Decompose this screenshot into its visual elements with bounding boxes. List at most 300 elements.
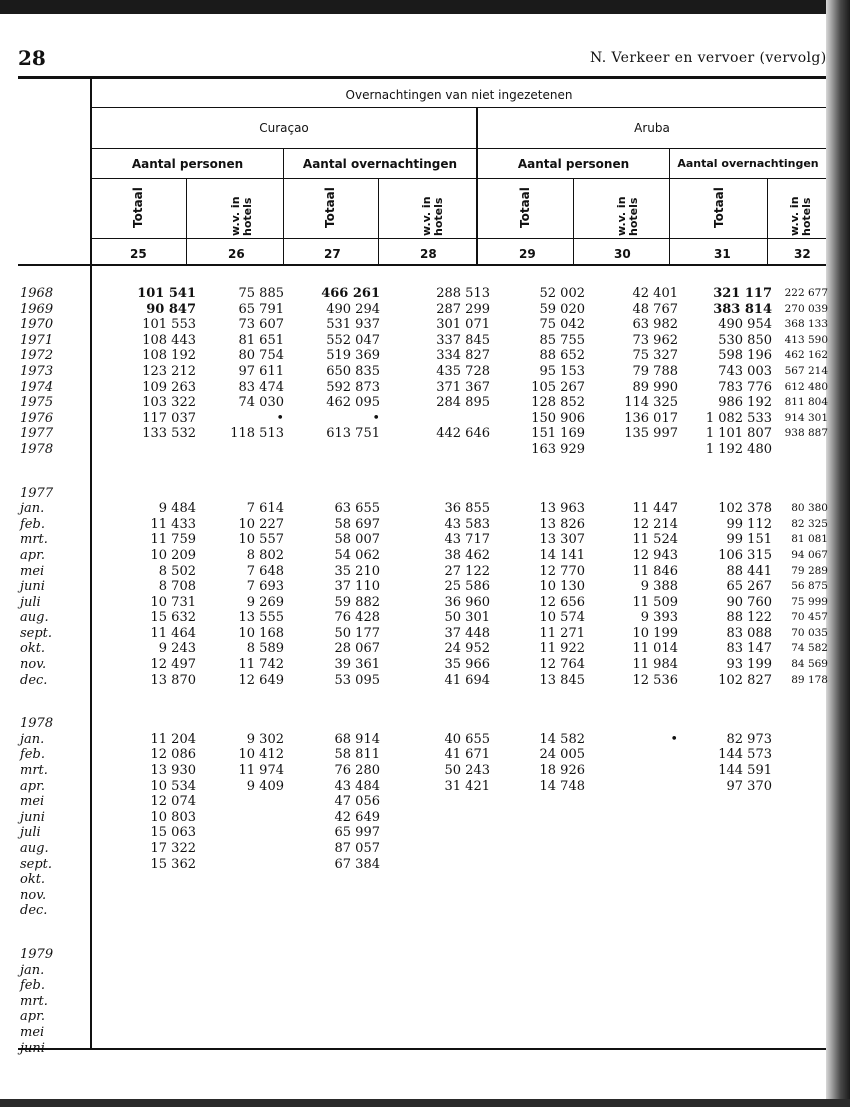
table-row — [18, 657, 828, 673]
cell-col-30: 9 388 — [640, 579, 678, 595]
cell-col-32: 222 677 — [784, 287, 828, 299]
cell-col-26: 8 589 — [246, 641, 284, 657]
row-label: 1970 — [20, 317, 54, 333]
cell-col-29: 11 922 — [539, 641, 585, 657]
cell-col-26: 9 269 — [246, 594, 284, 610]
col-divider-31-32 — [767, 179, 768, 266]
table-row — [18, 825, 828, 841]
cell-col-29: 95 153 — [539, 363, 585, 379]
table-row — [18, 716, 828, 732]
cell-col-28: 31 421 — [444, 778, 490, 794]
cell-col-29: 14 748 — [539, 778, 585, 794]
table-spacer — [18, 919, 828, 947]
cell-col-26: 11 974 — [238, 763, 284, 779]
col-number-29: 29 — [519, 247, 536, 261]
row-label: mei — [20, 1024, 45, 1040]
cell-col-31: 88 441 — [726, 563, 772, 579]
cell-col-28: 50 301 — [444, 610, 490, 626]
row-label: mrt. — [20, 993, 48, 1009]
cell-col-29: 13 826 — [539, 516, 585, 532]
row-label: juni — [20, 1040, 45, 1056]
cell-col-29: 24 005 — [539, 747, 585, 763]
cell-col-30: 11 984 — [632, 657, 678, 673]
cell-col-32: 94 067 — [791, 548, 828, 561]
cell-col-27: 466 261 — [321, 286, 380, 301]
cell-col-29: 59 020 — [539, 301, 585, 317]
cell-col-30: 11 524 — [632, 532, 678, 548]
cell-col-28: 301 071 — [436, 317, 490, 333]
row-label: 1978 — [20, 716, 54, 732]
cell-col-27: 650 835 — [326, 363, 380, 379]
table-row — [18, 364, 828, 380]
cell-col-29: 12 656 — [539, 594, 585, 610]
cell-col-28: 41 671 — [444, 747, 490, 763]
cell-col-27: 58 697 — [334, 516, 380, 532]
table-spacer — [18, 458, 828, 486]
cell-col-27: 47 056 — [334, 794, 380, 810]
row-label: dec. — [20, 903, 48, 919]
top-rule — [18, 76, 826, 79]
row-label: feb. — [20, 516, 45, 532]
cell-col-31: 83 088 — [726, 625, 772, 641]
table-row — [18, 641, 828, 657]
cell-col-26: 74 030 — [238, 395, 284, 411]
row-label: 1968 — [20, 286, 54, 301]
col-29-totaal-label: Totaal — [518, 187, 532, 228]
table-row — [18, 1009, 828, 1025]
cell-col-28: 287 299 — [436, 301, 490, 317]
section-title: N. Verkeer en vervoer (vervolg) — [590, 50, 827, 66]
cell-col-30: 63 982 — [632, 317, 678, 333]
cell-col-32: 938 887 — [784, 427, 828, 440]
table-row — [18, 595, 828, 611]
cell-col-25: 11 759 — [150, 532, 196, 548]
cell-col-25: 12 086 — [150, 747, 196, 763]
cell-col-30: 135 997 — [624, 426, 678, 442]
cell-col-32: 81 081 — [791, 533, 828, 546]
cell-col-29: 88 652 — [539, 348, 585, 364]
cell-col-25: 11 433 — [150, 516, 196, 532]
cell-col-29: 163 929 — [531, 441, 585, 457]
cell-col-32: 56 875 — [791, 580, 828, 593]
cell-col-31: 97 370 — [726, 778, 772, 794]
cell-col-25: 8 502 — [158, 563, 196, 579]
col-30-hotels-label: w.v. in hotels — [615, 196, 640, 236]
cell-col-26: 83 474 — [238, 379, 284, 395]
cell-col-30: 75 327 — [632, 348, 678, 364]
cell-col-27: 43 484 — [334, 778, 380, 794]
cell-col-30: • — [670, 731, 678, 747]
cell-col-28: 25 586 — [444, 579, 490, 595]
cell-col-27: 58 811 — [334, 747, 380, 763]
cell-col-29: 11 271 — [539, 625, 585, 641]
row-label: juli — [20, 825, 41, 841]
cell-col-30: 89 990 — [632, 379, 678, 395]
cell-col-26: 9 302 — [246, 731, 284, 747]
table-row — [18, 517, 828, 533]
col-28-hotels-label: w.v. in hotels — [420, 196, 445, 236]
cell-col-29: 13 845 — [539, 672, 585, 688]
row-label: 1979 — [20, 946, 54, 962]
row-label: okt. — [20, 641, 46, 657]
row-label: 1974 — [20, 379, 54, 395]
cell-col-31: 144 573 — [718, 747, 772, 763]
cell-col-25: 12 074 — [150, 794, 196, 810]
cell-col-27: 35 210 — [334, 563, 380, 579]
table-row — [18, 426, 828, 442]
header-rule-2 — [92, 148, 826, 149]
cell-col-27: 462 095 — [326, 395, 380, 411]
cell-col-26: 75 885 — [238, 286, 284, 301]
cell-col-32: 567 214 — [784, 364, 828, 377]
table-row — [18, 763, 828, 779]
row-label: 1978 — [20, 441, 54, 457]
cell-col-25: 10 534 — [150, 778, 196, 794]
cell-col-25: 10 803 — [150, 809, 196, 825]
cell-col-26: 10 227 — [238, 516, 284, 532]
cell-col-28: 41 694 — [444, 672, 490, 688]
cell-col-27: 87 057 — [334, 841, 380, 856]
scan-right-edge — [826, 0, 850, 1107]
cell-col-29: 13 963 — [539, 501, 585, 517]
row-label: okt. — [20, 872, 46, 888]
cell-col-27: 519 369 — [326, 348, 380, 364]
cell-col-25: 133 532 — [142, 426, 196, 442]
cell-col-31: 1 192 480 — [705, 441, 772, 457]
col-31-totaal-label: Totaal — [712, 187, 726, 228]
table-row — [18, 857, 828, 873]
cell-col-30: 9 393 — [640, 610, 678, 626]
cell-col-26: 97 611 — [238, 363, 284, 379]
cell-col-27: 59 882 — [334, 594, 380, 610]
row-label: mrt. — [20, 763, 48, 779]
cell-col-30: 11 014 — [632, 641, 678, 657]
cell-col-29: 14 141 — [539, 547, 585, 563]
cell-col-29: 10 130 — [539, 579, 585, 595]
cell-col-31: 102 378 — [718, 501, 772, 517]
cell-col-29: 12 770 — [539, 563, 585, 579]
cell-col-30: 48 767 — [632, 301, 678, 317]
table-row — [18, 626, 828, 642]
row-label: juni — [20, 579, 45, 595]
header-curacao: Curaçao — [259, 121, 309, 135]
table-row — [18, 548, 828, 564]
cell-col-27: 490 294 — [326, 301, 380, 317]
page-number: 28 — [18, 46, 46, 70]
cell-col-31: 65 267 — [726, 579, 772, 595]
cell-col-30: 12 214 — [632, 516, 678, 532]
row-label: sept. — [20, 856, 53, 872]
cell-col-32: 368 133 — [784, 318, 828, 331]
table-row — [18, 779, 828, 795]
cell-col-26: 9 409 — [246, 778, 284, 794]
table-row — [18, 947, 828, 963]
cell-col-27: 552 047 — [326, 332, 380, 348]
cell-col-28: 40 655 — [444, 731, 490, 747]
table-row — [18, 579, 828, 595]
row-label: mei — [20, 563, 45, 579]
cell-col-27: 531 937 — [326, 317, 380, 333]
cell-col-28: 284 895 — [436, 395, 490, 411]
cell-col-28: 43 717 — [444, 532, 490, 548]
col-number-27: 27 — [324, 247, 341, 261]
cell-col-26: 7 614 — [246, 501, 284, 517]
cell-col-25: 108 443 — [142, 332, 196, 348]
cell-col-25: 15 063 — [150, 825, 196, 841]
cell-col-26: 10 557 — [238, 532, 284, 548]
cell-col-26: 81 651 — [238, 332, 284, 348]
table-row — [18, 486, 828, 502]
cell-col-27: 28 067 — [334, 641, 380, 657]
cell-col-29: 105 267 — [531, 379, 585, 395]
cell-col-30: 11 509 — [632, 594, 678, 610]
table-row — [18, 333, 828, 349]
cell-col-28: 43 583 — [444, 516, 490, 532]
cell-col-29: 75 042 — [539, 317, 585, 333]
cell-col-28: 37 448 — [444, 625, 490, 641]
table-row — [18, 994, 828, 1010]
cell-col-31: 106 315 — [718, 547, 772, 563]
cell-col-25: 90 847 — [146, 301, 196, 317]
table-row — [18, 501, 828, 517]
row-label: 1972 — [20, 348, 54, 364]
cell-col-27: 592 873 — [326, 379, 380, 395]
cell-col-25: 13 930 — [150, 763, 196, 779]
cell-col-29: 85 755 — [539, 332, 585, 348]
cell-col-30: 114 325 — [624, 395, 678, 411]
table-row — [18, 317, 828, 333]
cell-col-25: 9 243 — [158, 641, 196, 657]
col-number-28: 28 — [420, 247, 437, 261]
cell-col-27: 613 751 — [326, 426, 380, 442]
col-divider-25-26 — [186, 179, 187, 266]
cell-col-32: 75 999 — [791, 595, 828, 608]
cell-col-31: 99 151 — [726, 532, 772, 548]
cell-col-26: 10 412 — [238, 747, 284, 763]
cell-col-27: 50 177 — [334, 625, 380, 641]
cell-col-30: 10 199 — [632, 625, 678, 641]
table-row — [18, 841, 828, 857]
cell-col-25: 8 708 — [158, 579, 196, 595]
cell-col-25: 101 541 — [137, 286, 196, 301]
cell-col-32: 70 035 — [791, 626, 828, 639]
table-row — [18, 380, 828, 396]
header-aruba-overnachtingen: Aantal overnachtingen — [677, 157, 819, 170]
row-label: 1975 — [20, 395, 54, 411]
cell-col-26: 11 742 — [238, 657, 284, 673]
cell-col-31: 1 082 533 — [705, 410, 772, 426]
cell-col-31: 88 122 — [726, 610, 772, 626]
row-label: aug. — [20, 841, 49, 856]
col-number-32: 32 — [794, 247, 811, 261]
cell-col-25: 117 037 — [142, 410, 196, 426]
cell-col-30: 12 943 — [632, 547, 678, 563]
cell-col-28: 38 462 — [444, 547, 490, 563]
cell-col-25: 17 322 — [150, 841, 196, 856]
cell-col-27: 42 649 — [334, 809, 380, 825]
scan-top-edge — [0, 0, 850, 14]
row-label: apr. — [20, 547, 45, 563]
cell-col-32: 612 480 — [784, 380, 828, 393]
cell-col-31: 102 827 — [718, 672, 772, 688]
table-row — [18, 903, 828, 919]
table-row — [18, 732, 828, 748]
row-label: 1977 — [20, 485, 54, 501]
row-label: 1976 — [20, 410, 54, 426]
header-rule-1 — [92, 107, 826, 108]
col-number-30: 30 — [614, 247, 631, 261]
cell-col-29: 14 582 — [539, 731, 585, 747]
cell-col-28: 435 728 — [436, 363, 490, 379]
cell-col-27: 68 914 — [334, 731, 380, 747]
cell-col-25: 101 553 — [142, 317, 196, 333]
col-25-totaal-label: Totaal — [131, 187, 145, 228]
cell-col-27: 37 110 — [334, 579, 380, 595]
cell-col-28: 36 855 — [444, 501, 490, 517]
cell-col-25: 11 204 — [150, 731, 196, 747]
table-row — [18, 978, 828, 994]
cell-col-25: 12 497 — [150, 657, 196, 673]
cell-col-31: 530 850 — [718, 332, 772, 348]
header-aruba: Aruba — [634, 121, 670, 135]
cell-col-25: 108 192 — [142, 348, 196, 364]
cell-col-31: 82 973 — [726, 731, 772, 747]
cell-col-25: 103 322 — [142, 395, 196, 411]
cell-col-27: 76 280 — [334, 763, 380, 779]
cell-col-27: 54 062 — [334, 547, 380, 563]
cell-col-31: 321 117 — [713, 286, 772, 301]
cell-col-27: 67 384 — [334, 856, 380, 872]
table-spacer — [18, 688, 828, 716]
row-label: jan. — [20, 962, 45, 978]
header-curacao-overnachtingen: Aantal overnachtingen — [302, 157, 458, 171]
table-row — [18, 673, 828, 689]
cell-col-26: 73 607 — [238, 317, 284, 333]
cell-col-25: 15 632 — [150, 610, 196, 626]
cell-col-29: 151 169 — [531, 426, 585, 442]
cell-col-27: 58 007 — [334, 532, 380, 548]
cell-col-29: 52 002 — [539, 286, 585, 301]
row-label: dec. — [20, 672, 48, 688]
cell-col-31: 93 199 — [726, 657, 772, 673]
table-row — [18, 794, 828, 810]
cell-col-28: 36 960 — [444, 594, 490, 610]
cell-col-31: 986 192 — [718, 395, 772, 411]
cell-col-29: 10 574 — [539, 610, 585, 626]
table-body — [18, 286, 828, 1056]
cell-col-27: 53 095 — [334, 672, 380, 688]
cell-col-25: 11 464 — [150, 625, 196, 641]
cell-col-27: 65 997 — [334, 825, 380, 841]
col-number-26: 26 — [228, 247, 245, 261]
header-rule-4 — [92, 238, 826, 239]
row-label: 1971 — [20, 332, 54, 348]
row-label: jan. — [20, 501, 45, 517]
cell-col-30: 12 536 — [632, 672, 678, 688]
table-row — [18, 564, 828, 580]
cell-col-26: 7 648 — [246, 563, 284, 579]
table-row — [18, 411, 828, 427]
table-row — [18, 888, 828, 904]
row-label: nov. — [20, 657, 47, 673]
cell-col-25: 109 263 — [142, 379, 196, 395]
cell-col-31: 383 814 — [713, 301, 772, 317]
table-row — [18, 1025, 828, 1041]
row-label: feb. — [20, 747, 45, 763]
cell-col-31: 783 776 — [718, 379, 772, 395]
cell-col-32: 811 804 — [784, 396, 828, 409]
col-32-hotels-label: w.v. in hotels — [788, 196, 813, 236]
cell-col-32: 413 590 — [784, 333, 828, 346]
cell-col-32: 74 582 — [791, 642, 828, 655]
header-aruba-personen: Aantal personen — [517, 157, 630, 171]
cell-col-31: 1 101 807 — [705, 426, 772, 442]
cell-col-26: 10 168 — [238, 625, 284, 641]
cell-col-29: 128 852 — [531, 395, 585, 411]
row-label: jan. — [20, 731, 45, 747]
row-label: aug. — [20, 610, 49, 626]
table-row — [18, 610, 828, 626]
cell-col-28: 337 845 — [436, 332, 490, 348]
cell-col-27: 63 655 — [334, 501, 380, 517]
cell-col-30: 11 447 — [632, 501, 678, 517]
cell-col-28: 27 122 — [444, 563, 490, 579]
cell-col-29: 12 764 — [539, 657, 585, 673]
table-row — [18, 532, 828, 548]
table-row — [18, 872, 828, 888]
cell-col-30: 11 846 — [632, 563, 678, 579]
row-label: 1977 — [20, 426, 54, 442]
header-curacao-personen: Aantal personen — [131, 157, 244, 171]
cell-col-28: 371 367 — [436, 379, 490, 395]
cell-col-29: 18 926 — [539, 763, 585, 779]
scan-bottom-edge — [0, 1099, 850, 1107]
cell-col-31: 490 954 — [718, 317, 772, 333]
cell-col-31: 99 112 — [726, 516, 772, 532]
cell-col-28: 35 966 — [444, 657, 490, 673]
cell-col-32: 89 178 — [791, 673, 828, 686]
cell-col-26: 8 802 — [246, 547, 284, 563]
row-label: apr. — [20, 1009, 45, 1025]
cell-col-30: 73 962 — [632, 332, 678, 348]
cell-col-32: 84 569 — [791, 658, 828, 671]
cell-col-26: • — [276, 410, 284, 426]
cell-col-30: 136 017 — [624, 410, 678, 426]
cell-col-28: 442 646 — [436, 426, 490, 442]
cell-col-28: 334 827 — [436, 348, 490, 364]
cell-col-32: 914 301 — [784, 411, 828, 424]
cell-col-32: 80 380 — [791, 502, 828, 515]
cell-col-25: 9 484 — [158, 501, 196, 517]
table-row — [18, 810, 828, 826]
table-row — [18, 1041, 828, 1057]
cell-col-27: 76 428 — [334, 610, 380, 626]
cell-col-25: 10 731 — [150, 594, 196, 610]
row-label: mei — [20, 794, 45, 810]
cell-col-28: 24 952 — [444, 641, 490, 657]
cell-col-30: 42 401 — [632, 286, 678, 301]
header-bottom-rule — [18, 264, 826, 266]
col-number-25: 25 — [130, 247, 147, 261]
cell-col-26: 12 649 — [238, 672, 284, 688]
cell-col-30: 79 788 — [632, 363, 678, 379]
cell-col-27: 39 361 — [334, 657, 380, 673]
col-divider-29-30 — [573, 179, 574, 266]
cell-col-32: 79 289 — [791, 564, 828, 577]
cell-col-26: 65 791 — [238, 301, 284, 317]
cell-col-29: 13 307 — [539, 532, 585, 548]
cell-col-32: 462 162 — [784, 349, 828, 362]
